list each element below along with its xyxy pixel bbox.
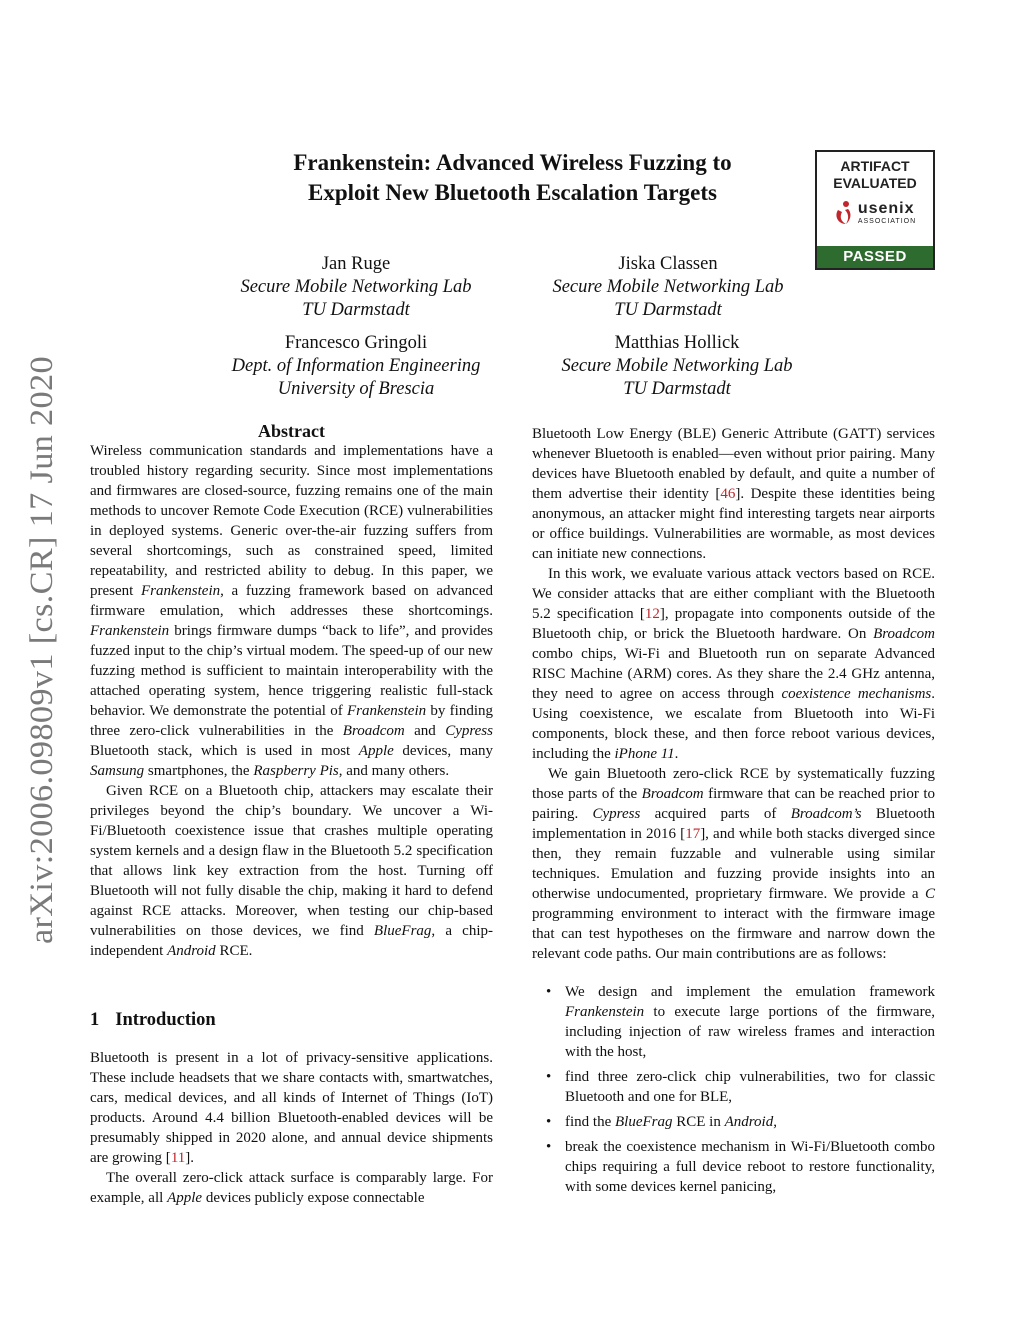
author-institution: University of Brescia xyxy=(277,379,435,399)
bullet-icon: • xyxy=(546,1114,552,1130)
bullet-icon: • xyxy=(546,1139,552,1155)
title-line-2: Exploit New Bluetooth Escalation Targets xyxy=(308,180,717,205)
artifact-evaluated-badge xyxy=(815,150,935,270)
citation-link[interactable]: 12 xyxy=(644,606,660,622)
list-item: • break the coexistence mechanism in Wi-Fi/Bluetooth combo chips requiring a full device reboot to restore functionality, with some devices kernel panicing, xyxy=(546,1139,935,1195)
abstract-paragraph-2: Given RCE on a Bluetooth chip, attackers may escalate their privileges beyond the chip’s boundary. We uncover a Wi-Fi/Bluetooth coexistence issue that crashes multiple operating system kernels and a design flaw in the Bluetooth 5.2 specification that allows link key extraction from the host. Turning off Bluetooth will not fully disable the chip, making it hard to defend against RCE attacks. Moreover, when testing our chip-based vulnerabilities on those devices, we find BlueFrag, a chip-independent Android RCE. xyxy=(90,783,494,959)
abstract-paragraph-1: Wireless communication standards and implementations have a troubled history regarding security. Since most implementations and firmwares are closed-source, fuzzing remains one of the main methods to uncover Remote Code Execution (RCE) vulnerabilities in deployed systems. Generic over-the-air fuzzing suffers from several shortcomings, such as constrained speed, limited repeatability, and restricted ability to debug. In this paper, we present Frankenstein, a fuzzing framework based on advanced firmware emulation, which addresses these shortcomings. Frankenstein brings firmware dumps “back to life”, and provides fuzzed input to the chip’s virtual modem. The speed-up of our new fuzzing method is sufficient to maintain interoperability with the attached operating system, hence triggering realistic full-stack behavior. We demonstrate the potential of Frankenstein by finding three zero-click vulnerabilities in the Broadcom and Cypress Bluetooth stack, which is used in most Apple devices, many Samsung smartphones, the Raspberry Pis, and many others. xyxy=(90,443,493,779)
author-block xyxy=(527,332,827,401)
author-affiliation: Secure Mobile Networking Lab xyxy=(561,356,793,376)
author-affiliation: Secure Mobile Networking Lab xyxy=(240,277,472,297)
passed-banner: PASSED xyxy=(817,246,933,268)
citation-link[interactable]: 46 xyxy=(720,486,736,502)
author-name: Jiska Classen xyxy=(618,254,718,274)
abstract-heading: Abstract xyxy=(258,421,325,441)
list-item: • find the BlueFrag RCE in Android, xyxy=(546,1114,777,1130)
author-block xyxy=(518,253,818,322)
section-number: 1 xyxy=(90,1010,100,1030)
abstract xyxy=(90,421,493,961)
usenix-sub: ASSOCIATION xyxy=(857,217,917,225)
contributions-list xyxy=(532,982,935,1197)
introduction-left xyxy=(90,1048,493,1208)
author-block xyxy=(206,253,506,322)
author-institution: TU Darmstadt xyxy=(623,379,731,399)
author-affiliation: Secure Mobile Networking Lab xyxy=(552,277,784,297)
citation-link[interactable]: 11 xyxy=(170,1150,186,1166)
badge-line-1: ARTIFACT xyxy=(840,158,910,174)
intro-paragraph-5: We gain Bluetooth zero-click RCE by systematically fuzzing those parts of the Broadcom firmware that can be reached prior to pairing. Cypress acquired parts of Broadcom’s Bluetooth implementation in 2016 [17], and while both stacks diverged since then, they remain fuzzable and vulnerable using similar techniques. Emulation and fuzzing provide insights into an otherwise undocumented, proprietary firmware. We provide a C programming environment to interact with the firmware image that can test hypotheses on the firmware and narrow down the relevant code paths. Our main contributions are as follows: xyxy=(532,766,935,962)
usenix-name: usenix xyxy=(857,199,915,217)
badge-line-2: EVALUATED xyxy=(833,175,917,191)
intro-paragraph-2: The overall zero-click attack surface is comparably large. For example, all Apple devices publicly expose connectable xyxy=(90,1170,493,1206)
author-name: Jan Ruge xyxy=(321,254,391,274)
intro-paragraph-3: Bluetooth Low Energy (BLE) Generic Attribute (GATT) services whenever Bluetooth is enabled—even without prior pairing. Many devices have Bluetooth enabled by default, and quite a number of them advertise their identity [46]. Despite these identities being anonymous, an attacker might find interesting targets near airports or office buildings. Vulnerabilities are wormable, as most devices can initiate new connections. xyxy=(532,426,935,562)
intro-paragraph-4: In this work, we evaluate various attack vectors based on RCE. We consider attacks that are either compliant with the Bluetooth 5.2 specification [12], propagate into components outside of the Bluetooth chip, or brick the Bluetooth hardware. On Broadcom combo chips, Wi-Fi and Bluetooth run on separate Advanced RISC Machine (ARM) cores. As they share the 2.4 GHz antenna, they need to agree on access through coexistence mechanisms. Using coexistence, we escalate from Bluetooth into Wi-Fi components, block these, and then force reboot various devices, including the iPhone 11. xyxy=(532,566,935,762)
usenix-logo xyxy=(817,197,933,229)
author-institution: TU Darmstadt xyxy=(614,300,722,320)
section-title: Introduction xyxy=(115,1010,216,1030)
author-name: Matthias Hollick xyxy=(614,333,740,353)
arxiv-stamp-text: arXiv:2006.09809v1 [cs.CR] 17 Jun 2020 xyxy=(24,378,60,944)
usenix-swirl-icon xyxy=(834,200,854,226)
citation-link[interactable]: 17 xyxy=(685,826,701,842)
title-line-1: Frankenstein: Advanced Wireless Fuzzing to xyxy=(293,150,732,175)
list-item: • We design and implement the emulation framework Frankenstein to execute large portions of the firmware, including injection of raw wireless frames and interaction with the host, xyxy=(546,984,935,1060)
paper-title xyxy=(230,148,795,208)
author-institution: TU Darmstadt xyxy=(302,300,410,320)
author-affiliation: Dept. of Information Engineering xyxy=(231,356,481,376)
arxiv-stamp xyxy=(2,354,68,944)
list-item: • find three zero-click chip vulnerabilities, two for classic Bluetooth and one for BLE, xyxy=(546,1069,935,1105)
author-name: Francesco Gringoli xyxy=(284,333,428,353)
section-heading xyxy=(90,1010,216,1031)
intro-paragraph-1: Bluetooth is present in a lot of privacy-sensitive applications. These include headsets that we share contacts with, smartwatches, cars, medical devices, and all kinds of Internet of Things (IoT) products. Around 4.4 billion Bluetooth-enabled devices will be presumably shipped in 2020 alone, and annual device shipments are growing [11]. xyxy=(90,1050,493,1166)
introduction-right xyxy=(532,424,935,1202)
bullet-icon: • xyxy=(546,984,552,1000)
bullet-icon: • xyxy=(546,1069,552,1085)
author-block xyxy=(206,332,506,401)
